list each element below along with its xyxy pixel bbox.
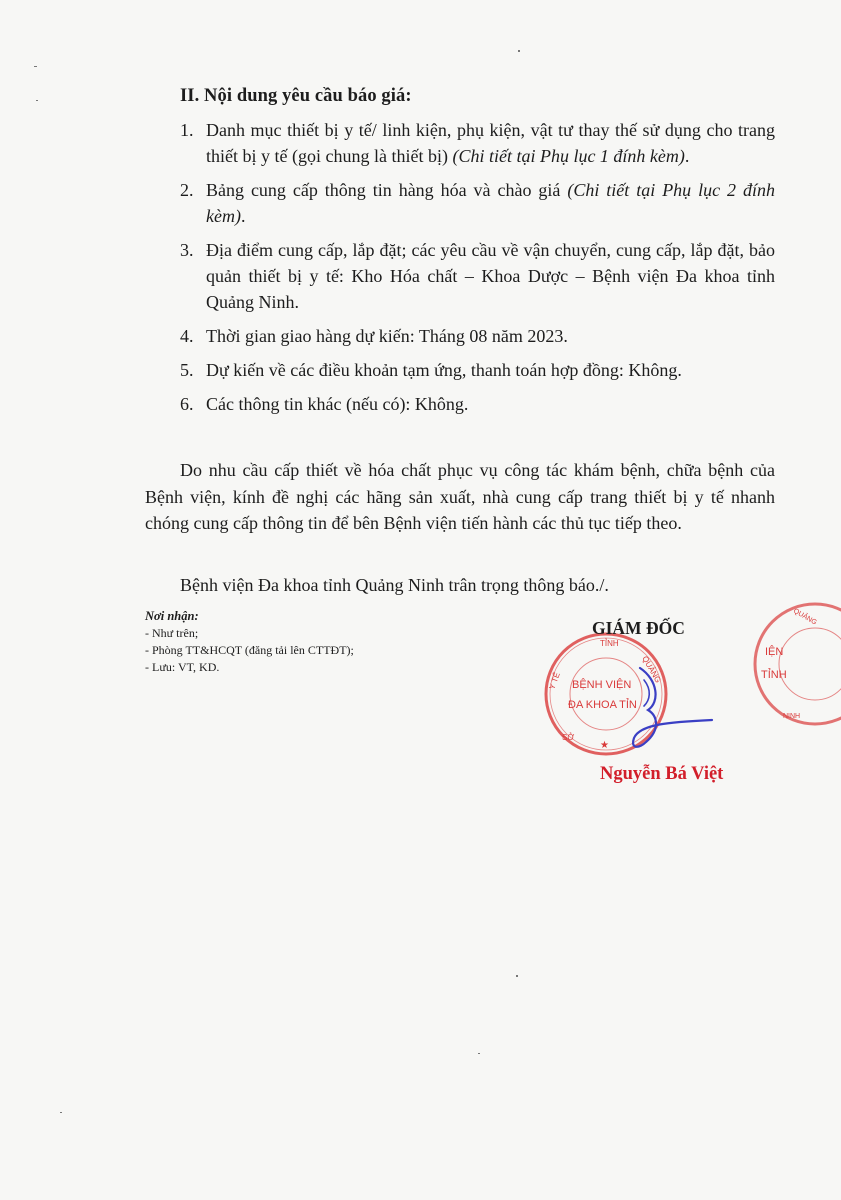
scan-speck — [60, 1112, 62, 1113]
seal-left-text: Y TẾ — [547, 671, 562, 691]
closing-paragraph: Bệnh viện Đa khoa tỉnh Quảng Ninh trân trọng thông báo./. — [180, 575, 609, 595]
item-tail: . — [684, 146, 690, 166]
request-paragraph: Do nhu cầu cấp thiết về hóa chất phục vụ công tác khám bệnh, chữa bệnh của Bệnh viện, kính đề nghị các hãng sản xuất, nhà cung cấp trang thiết bị y tế nhanh chóng cung cấp thông tin để bên Bệnh viện tiến hành các thủ tục tiếp theo. — [145, 460, 775, 533]
item-number: 3. — [180, 240, 194, 260]
recipient-line: - Phòng TT&HCQT (đăng tải lên CTTĐT); — [145, 643, 354, 657]
item-text: Danh mục thiết bị y tế/ linh kiện, phụ kiện, vật tư thay thế sử dụng cho trang thiết bị y tế (gọi chung là thiết bị) — [206, 120, 775, 166]
item-number: 4. — [180, 326, 194, 346]
scan-speck — [518, 50, 520, 52]
director-title: GIÁM ĐỐC — [592, 618, 685, 638]
seal-line-2: ĐA KHOA TỈN — [568, 699, 637, 711]
item-number: 6. — [180, 394, 194, 414]
item-number: 5. — [180, 360, 194, 380]
item-text: Các thông tin khác (nếu có): Không. — [206, 394, 469, 414]
scan-speck — [36, 100, 38, 101]
item-text: Thời gian giao hàng dự kiến: Tháng 08 năm 2023. — [206, 326, 568, 346]
list-item — [180, 117, 775, 169]
partial-seal — [743, 600, 841, 728]
recipients-title: Nơi nhận: — [145, 609, 199, 623]
partial-seal-bottom-text: NINH — [783, 713, 801, 720]
scan-speck — [478, 1053, 480, 1054]
seal-line-1: BỆNH VIỆN — [572, 679, 632, 691]
item-number: 2. — [180, 180, 194, 200]
list-item — [180, 391, 775, 417]
scan-speck — [516, 975, 518, 977]
seal-right-text: QUẢNG — [640, 654, 663, 685]
list-item — [180, 237, 775, 315]
item-number: 1. — [180, 120, 194, 140]
handwritten-signature — [600, 650, 730, 760]
list-item — [180, 357, 775, 383]
recipients-block — [145, 608, 354, 676]
section-heading: II. Nội dung yêu cầu báo giá: — [180, 86, 412, 106]
item-text: Bảng cung cấp thông tin hàng hóa và chào giá — [206, 180, 568, 200]
item-text: Địa điểm cung cấp, lắp đặt; các yêu cầu về vận chuyển, cung cấp, lắp đặt, bảo quản thiết bị y tế: Kho Hóa chất – Khoa Dược – Bệnh viện Đa khoa tỉnh Quảng Ninh. — [206, 240, 775, 312]
request-items-list — [180, 117, 775, 425]
item-note: (Chi tiết tại Phụ lục 2 đính kèm) — [206, 180, 776, 226]
partial-seal-top-text: QUẢNG — [792, 607, 818, 627]
list-item — [180, 323, 775, 349]
item-note: (Chi tiết tại Phụ lục 1 đính kèm) — [452, 146, 685, 166]
seal-star-icon: ★ — [600, 740, 609, 751]
item-text: Dự kiến về các điều khoản tạm ứng, thanh toán hợp đồng: Không. — [206, 360, 682, 380]
scan-speck — [34, 66, 37, 67]
seal-bottom-text: SỞ — [562, 733, 575, 742]
signer-name: Nguyễn Bá Việt — [600, 764, 724, 784]
recipient-line: - Như trên; — [145, 626, 199, 640]
list-item — [180, 177, 775, 229]
partial-seal-line-1: IỆN — [765, 646, 784, 658]
seal-top-text: TỈNH — [600, 639, 619, 648]
partial-seal-line-2: TỈNH — [761, 669, 787, 681]
item-tail: . — [240, 206, 246, 226]
recipient-line: - Lưu: VT, KD. — [145, 660, 220, 674]
